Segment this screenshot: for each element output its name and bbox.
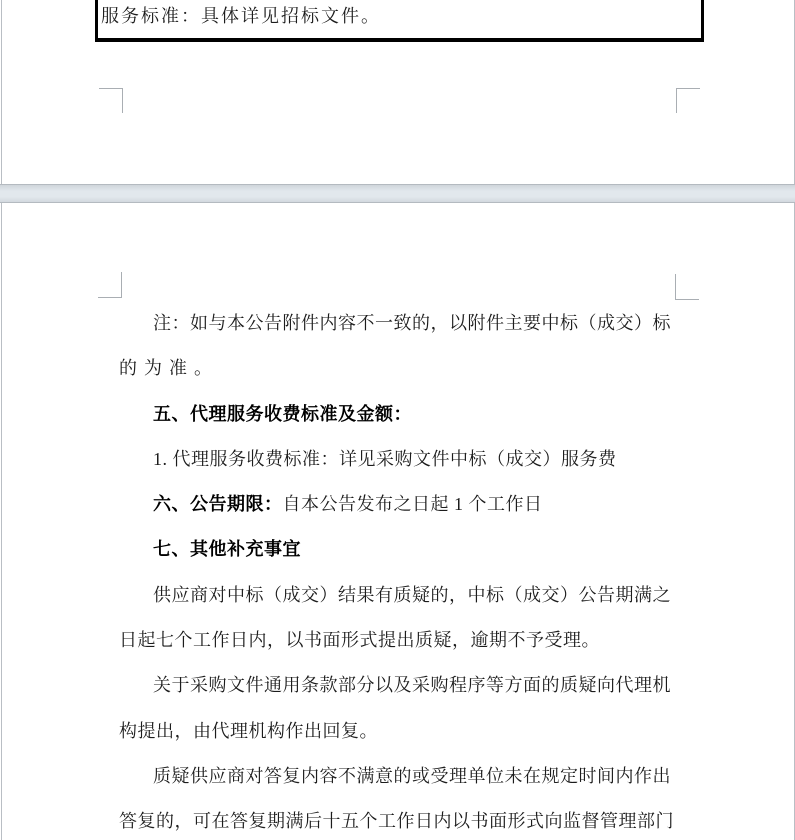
line-segment: 的为准。: [119, 358, 219, 379]
line-segment: 质疑供应商对答复内容不满意的或受理单位未在规定时间内作出: [153, 765, 671, 786]
line-segment: 1. 代理服务收费标准：详见采购文件中标（成交）服务费: [153, 448, 617, 469]
text-line[interactable]: [119, 799, 681, 840]
text-line[interactable]: [119, 301, 681, 346]
margin-mark-bottom-right: [676, 88, 700, 113]
page-2[interactable]: [1, 203, 795, 840]
line-segment: 注：如与本公告附件内容不一致的，以附件主要中标（成交）标: [153, 313, 671, 333]
line-segment: 自本公告发布之日起 1 个工作日: [282, 494, 543, 515]
text-line[interactable]: [119, 618, 681, 663]
text-line[interactable]: [119, 437, 681, 482]
text-line[interactable]: [119, 527, 681, 572]
text-line[interactable]: [119, 709, 681, 754]
line-segment: 构提出，由代理机构作出回复。: [119, 720, 378, 741]
page-separator: [0, 184, 795, 203]
margin-mark-top-left: [98, 272, 122, 298]
line-segment: 关于采购文件通用条款部分以及采购程序等方面的质疑向代理机: [153, 675, 671, 696]
line-segment-bold: 五、代理服务收费标准及金额：: [153, 403, 412, 424]
margin-mark-top-right: [675, 274, 699, 300]
service-standard-table-cell[interactable]: [95, 0, 704, 42]
line-segment: 日起七个工作日内，以书面形式提出质疑，逾期不予受理。: [119, 630, 600, 651]
line-segment: 供应商对中标（成交）结果有质疑的，中标（成交）公告期满之: [153, 584, 671, 605]
margin-mark-bottom-left: [99, 88, 123, 113]
text-line[interactable]: [119, 573, 681, 618]
text-line[interactable]: [119, 754, 681, 799]
line-segment-bold: 六、公告期限：: [153, 494, 283, 515]
document-body: [119, 301, 681, 840]
line-segment: 答复的，可在答复期满后十五个工作日内以书面形式向监督管理部门: [119, 811, 674, 832]
page-1[interactable]: [1, 0, 795, 184]
line-segment-bold: 七、其他补充事宜: [153, 539, 301, 560]
service-standard-text: 服务标准：具体详见招标文件。: [101, 6, 381, 26]
text-line[interactable]: [119, 392, 681, 437]
text-line[interactable]: [119, 346, 681, 391]
text-line[interactable]: [119, 482, 681, 527]
text-line[interactable]: [119, 663, 681, 708]
